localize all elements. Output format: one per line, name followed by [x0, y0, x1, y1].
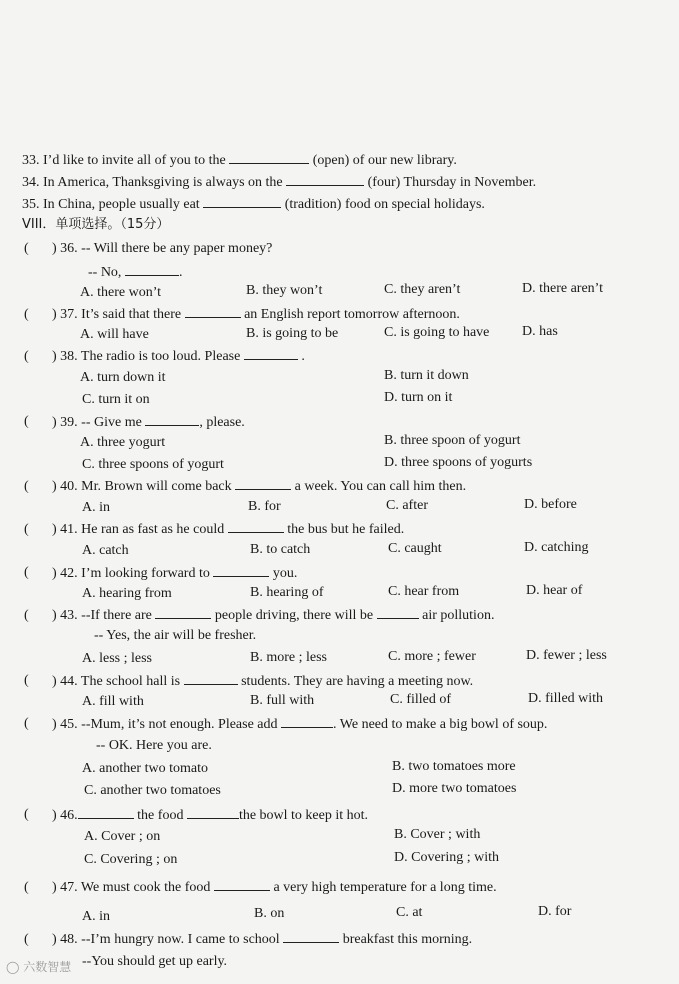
q37-stem	[52, 304, 460, 324]
q44-option-a[interactable]: A. fill with	[82, 694, 144, 709]
q39-stem-pre: ) 39. -- Give me	[52, 415, 142, 430]
q41-stem-pre: ) 41. He ran as fast as he could	[52, 522, 225, 537]
q38-option-a[interactable]: A. turn down it	[80, 370, 166, 385]
q38-stem	[52, 346, 305, 366]
q48-stem-pre: ) 48. --I’m hungry now. I came to school	[52, 932, 280, 947]
q43-stem	[52, 605, 494, 625]
q44-option-c[interactable]: C. filled of	[390, 692, 452, 707]
q48-stem2: --You should get up early.	[82, 954, 228, 969]
q47-stem	[52, 877, 497, 897]
q37-option-d[interactable]: D. has	[522, 324, 558, 339]
q48-stem	[52, 929, 472, 949]
q36-option-b[interactable]: B. they won’t	[246, 283, 323, 298]
q41-option-a[interactable]: A. catch	[82, 543, 129, 558]
answer-paren[interactable]: (	[24, 880, 29, 895]
q47-option-a[interactable]: A. in	[82, 909, 110, 924]
q45-option-c[interactable]: C. another two tomatoes	[84, 783, 221, 798]
watermark-text: 六数智慧	[23, 960, 72, 974]
section-title: VIII．单项选择。（15分）	[22, 217, 170, 232]
q43-stem-post: air pollution.	[422, 608, 495, 623]
q47-option-c[interactable]: C. at	[396, 905, 423, 920]
answer-paren[interactable]: (	[24, 479, 29, 494]
q37-blank[interactable]	[185, 304, 241, 318]
q45-stem2: -- OK. Here you are.	[96, 738, 212, 753]
q40-blank[interactable]	[235, 476, 291, 490]
q36-option-a[interactable]: A. there won’t	[80, 285, 161, 300]
q46-blank-1[interactable]	[78, 805, 134, 819]
q36-option-d[interactable]: D. there aren’t	[522, 281, 603, 296]
q38-stem-pre: ) 38. The radio is too loud. Please	[52, 349, 241, 364]
q46-option-c[interactable]: C. Covering ; on	[84, 852, 178, 867]
q44-option-b[interactable]: B. full with	[250, 693, 315, 708]
answer-paren[interactable]: (	[24, 414, 29, 429]
q45-stem-pre: ) 45. --Mum, it’s not enough. Please add	[52, 717, 278, 732]
q38-option-b[interactable]: B. turn it down	[384, 368, 469, 383]
q39-option-c[interactable]: C. three spoons of yogurt	[82, 457, 224, 472]
q42-option-b[interactable]: B. hearing of	[250, 585, 324, 600]
q37-option-c[interactable]: C. is going to have	[384, 325, 490, 340]
q45-option-a[interactable]: A. another two tomato	[82, 761, 208, 776]
q34-num: 34.	[22, 175, 40, 190]
answer-paren[interactable]: (	[24, 522, 29, 537]
q48-blank[interactable]	[283, 929, 339, 943]
q42-stem-post: you.	[272, 566, 298, 581]
q42-stem-pre: ) 42. I’m looking forward to	[52, 566, 210, 581]
q45-stem	[52, 714, 547, 734]
q43-blank-1[interactable]	[155, 605, 211, 619]
q42-stem	[52, 563, 297, 583]
q47-option-d[interactable]: D. for	[538, 904, 572, 919]
q46-option-a[interactable]: A. Cover ; on	[84, 829, 161, 844]
q42-option-d[interactable]: D. hear of	[526, 583, 583, 598]
answer-paren[interactable]: (	[24, 673, 29, 688]
q38-blank[interactable]	[244, 346, 298, 360]
q44-stem-post: students. They are having a meeting now.	[241, 674, 474, 689]
watermark-logo	[6, 958, 71, 975]
q43-option-d[interactable]: D. fewer ; less	[526, 648, 607, 663]
q41-option-c[interactable]: C. caught	[388, 541, 442, 556]
q47-stem-post: a very high temperature for a long time.	[273, 880, 497, 895]
q44-blank[interactable]	[184, 671, 238, 685]
q43-option-c[interactable]: C. more ; fewer	[388, 649, 476, 664]
q37-stem-post: an English report tomorrow afternoon.	[244, 307, 460, 322]
q39-stem	[52, 412, 245, 432]
q36-dot: .	[178, 265, 183, 280]
q46-blank-2[interactable]	[187, 805, 239, 819]
q37-option-b[interactable]: B. is going to be	[246, 326, 339, 341]
q40-stem-post: a week. You can call him then.	[294, 479, 467, 494]
q39-blank[interactable]	[145, 412, 199, 426]
q45-blank[interactable]	[281, 714, 333, 728]
q40-option-b[interactable]: B. for	[248, 499, 281, 514]
q46-stem	[52, 805, 368, 825]
q33-num: 33.	[22, 153, 40, 168]
answer-paren[interactable]: (	[24, 608, 29, 623]
q43-stem-mid: people driving, there will be	[214, 608, 374, 623]
q44-stem-pre: ) 44. The school hall is	[52, 674, 181, 689]
q33-hint: (open) of our new library.	[312, 153, 457, 168]
q42-option-c[interactable]: C. hear from	[388, 584, 460, 599]
q46-stem-post: the bowl to keep it hot.	[238, 808, 369, 823]
q33-text: I’d like to invite all of you to the	[43, 153, 226, 168]
q47-blank[interactable]	[214, 877, 270, 891]
q42-blank[interactable]	[213, 563, 269, 577]
q47-option-b[interactable]: B. on	[254, 906, 285, 921]
question-33	[22, 150, 457, 170]
q45-stem-post: . We need to make a big bowl of soup.	[333, 717, 548, 732]
q35-hint: (tradition) food on special holidays.	[284, 197, 485, 212]
q48-stem-post: breakfast this morning.	[342, 932, 473, 947]
q36-stem2	[88, 262, 182, 282]
q35-blank[interactable]	[203, 194, 281, 208]
watermark-icon: ◯	[6, 960, 20, 974]
q44-option-d[interactable]: D. filled with	[528, 691, 604, 706]
q39-option-d[interactable]: D. three spoons of yogurts	[384, 455, 533, 470]
q38-option-c[interactable]: C. turn it on	[82, 392, 150, 407]
answer-paren[interactable]: (	[24, 349, 29, 364]
q41-stem-post: the bus but he failed.	[287, 522, 405, 537]
question-35	[22, 194, 485, 214]
q35-num: 35.	[22, 197, 40, 212]
q41-blank[interactable]	[228, 519, 284, 533]
q46-option-b[interactable]: B. Cover ; with	[394, 827, 481, 842]
q33-blank[interactable]	[229, 150, 309, 164]
q34-text: In America, Thanksgiving is always on the	[43, 175, 283, 190]
q37-stem-pre: ) 37. It’s said that there	[52, 307, 182, 322]
q43-option-a[interactable]: A. less ; less	[82, 651, 152, 666]
answer-paren[interactable]: (	[24, 565, 29, 580]
q38-stem-post: .	[301, 349, 305, 364]
q46-option-d[interactable]: D. Covering ; with	[394, 850, 499, 865]
q40-stem	[52, 476, 466, 496]
q46-stem-mid: the food	[137, 808, 184, 823]
answer-paren[interactable]: (	[24, 932, 29, 947]
q40-option-a[interactable]: A. in	[82, 500, 110, 515]
q38-option-d[interactable]: D. turn on it	[384, 390, 453, 405]
q43-option-b[interactable]: B. more ; less	[250, 650, 327, 665]
q37-option-a[interactable]: A. will have	[80, 327, 149, 342]
answer-paren[interactable]: (	[24, 307, 29, 322]
q45-option-d[interactable]: D. more two tomatoes	[392, 781, 517, 796]
q39-option-a[interactable]: A. three yogurt	[80, 435, 166, 450]
q42-option-a[interactable]: A. hearing from	[82, 586, 172, 601]
answer-paren[interactable]: (	[24, 241, 29, 256]
q36-blank[interactable]	[125, 262, 179, 276]
q44-stem	[52, 671, 473, 691]
q40-option-d[interactable]: D. before	[524, 497, 577, 512]
q39-stem-post: , please.	[199, 415, 245, 430]
q35-text: In China, people usually eat	[43, 197, 200, 212]
q41-option-d[interactable]: D. catching	[524, 540, 589, 555]
answer-paren[interactable]: (	[24, 807, 29, 822]
q36-stem: ) 36. -- Will there be any paper money?	[52, 241, 273, 256]
q41-stem	[52, 519, 404, 539]
q43-stem2: -- Yes, the air will be fresher.	[94, 628, 257, 643]
q47-stem-pre: ) 47. We must cook the food	[52, 880, 211, 895]
q43-stem-pre: ) 43. --If there are	[52, 608, 152, 623]
q39-option-b[interactable]: B. three spoon of yogurt	[384, 433, 521, 448]
q40-stem-pre: ) 40. Mr. Brown will come back	[52, 479, 232, 494]
q36-reply: -- No,	[88, 265, 125, 280]
q43-blank-2[interactable]	[377, 605, 419, 619]
q41-option-b[interactable]: B. to catch	[250, 542, 311, 557]
q36-option-c[interactable]: C. they aren’t	[384, 282, 461, 297]
q34-blank[interactable]	[286, 172, 364, 186]
question-34	[22, 172, 536, 192]
q40-option-c[interactable]: C. after	[386, 498, 428, 513]
q34-hint: (four) Thursday in November.	[367, 175, 537, 190]
answer-paren[interactable]: (	[24, 716, 29, 731]
q46-stem-pre: ) 46.	[52, 808, 78, 823]
q45-option-b[interactable]: B. two tomatoes more	[392, 759, 516, 774]
